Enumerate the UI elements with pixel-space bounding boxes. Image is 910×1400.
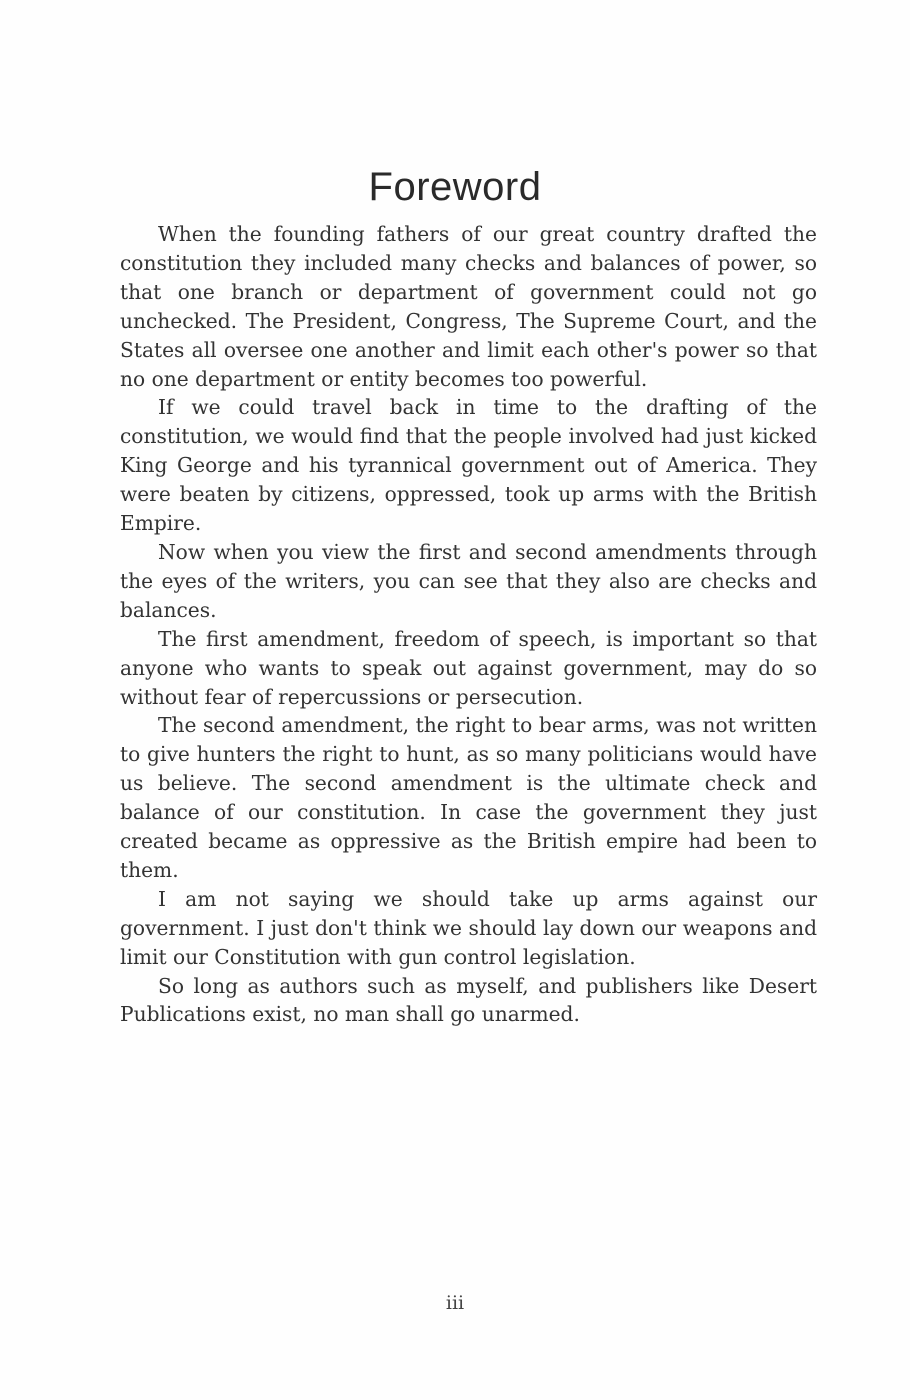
page-title: Foreword (368, 165, 542, 209)
paragraph-first-amendment: The first amendment, freedom of speech, is important so that anyone who wants to speak out against government, may do so without fear of repercussions or persecution. (120, 626, 817, 709)
foreword-body (120, 220, 817, 1029)
page-number: iii (445, 1292, 465, 1314)
paragraph-closing: So long as authors such as myself, and publishers like Desert Publications exist, no man shall go unarmed. (120, 973, 817, 1027)
paragraph-amendments-view: Now when you view the first and second amendments through the eyes of the writers, you can see that they also are checks and balances. (120, 539, 817, 622)
paragraph-checks-and-balances: When the founding fathers of our great country drafted the constitution they included many checks and balances of power, so that one branch or department of government could not go unchecked. The President, Congress, The Supreme Court, and the States all oversee one another and limit each other's power so that no one department or entity becomes too powerful. (120, 222, 817, 391)
paragraph-drafting-constitution: If we could travel back in time to the drafting of the constitution, we would find that the people involved had just kicked King George and his tyrannical government out of America. They were beaten by citizens, oppressed, took up arms with the British Empire. (120, 395, 817, 536)
paragraph-not-saying: I am not saying we should take up arms against our government. I just don't think we should lay down our weapons and limit our Constitution with gun control legislation. (120, 886, 817, 969)
paragraph-second-amendment: The second amendment, the right to bear arms, was not written to give hunters the right to hunt, as so many politicians would have us believe. The second amendment is the ultimate check and balance of our constitution. In case the government they just created became as oppressive as the British empire had been to them. (120, 713, 817, 882)
